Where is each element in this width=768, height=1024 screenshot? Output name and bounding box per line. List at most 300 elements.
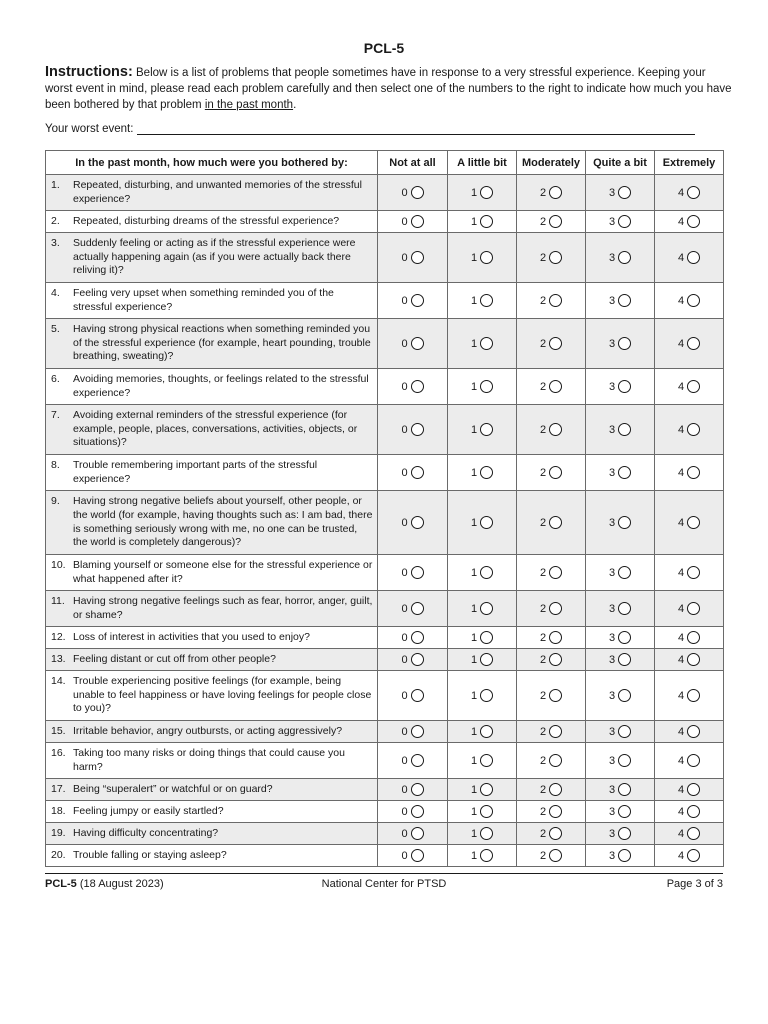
instructions-text: Below is a list of problems that people sometimes have in response to a very stressful experience. Keeping your worst event in mind, please read each problem carefully and then select one of the numbers to the right to indicate how much you have been bothered by that problem — [45, 67, 732, 111]
score-label: 2 — [539, 466, 547, 479]
response-option-extremely[interactable] — [655, 405, 724, 455]
radio-button[interactable] — [687, 337, 700, 350]
response-option-extremely[interactable] — [655, 823, 724, 845]
response-option-extremely[interactable] — [655, 211, 724, 233]
radio-button[interactable] — [618, 653, 631, 666]
radio-button[interactable] — [618, 566, 631, 579]
response-option-moderately[interactable] — [517, 175, 586, 211]
radio-button[interactable] — [411, 251, 424, 264]
radio-button[interactable] — [480, 466, 493, 479]
response-option-extremely[interactable] — [655, 649, 724, 671]
response-option-quite-a-bit[interactable] — [586, 555, 655, 591]
score-label: 4 — [677, 725, 685, 738]
response-option-quite-a-bit[interactable] — [586, 491, 655, 555]
radio-button[interactable] — [549, 186, 562, 199]
response-option-not-at-all[interactable] — [378, 233, 448, 283]
score-label: 4 — [677, 653, 685, 666]
response-option-moderately[interactable] — [517, 283, 586, 319]
score-label: 0 — [401, 566, 408, 579]
table-row — [46, 627, 724, 649]
radio-button[interactable] — [549, 566, 562, 579]
response-option-quite-a-bit[interactable] — [586, 405, 655, 455]
radio-button[interactable] — [549, 466, 562, 479]
score-label: 0 — [401, 251, 408, 264]
radio-button[interactable] — [687, 754, 700, 767]
radio-button[interactable] — [618, 186, 631, 199]
table-row — [46, 233, 724, 283]
score-label: 4 — [677, 849, 685, 862]
response-option-moderately[interactable] — [517, 319, 586, 369]
radio-button[interactable] — [687, 186, 700, 199]
response-option-extremely[interactable] — [655, 671, 724, 721]
response-option-a-little-bit[interactable] — [448, 743, 517, 779]
score-label: 0 — [401, 849, 408, 862]
response-option-extremely[interactable] — [655, 455, 724, 491]
score-label: 0 — [401, 689, 408, 702]
response-option-a-little-bit[interactable] — [448, 591, 517, 627]
score-label: 3 — [608, 215, 616, 228]
radio-button[interactable] — [618, 294, 631, 307]
score-label: 3 — [608, 466, 616, 479]
radio-button[interactable] — [549, 827, 562, 840]
score-label: 0 — [401, 805, 408, 818]
response-option-moderately[interactable] — [517, 721, 586, 743]
radio-button[interactable] — [411, 466, 424, 479]
response-option-moderately[interactable] — [517, 779, 586, 801]
radio-button[interactable] — [687, 631, 700, 644]
response-option-a-little-bit[interactable] — [448, 455, 517, 491]
radio-button[interactable] — [549, 725, 562, 738]
response-option-not-at-all[interactable] — [378, 591, 448, 627]
response-option-quite-a-bit[interactable] — [586, 455, 655, 491]
radio-button[interactable] — [549, 754, 562, 767]
radio-button[interactable] — [687, 689, 700, 702]
question-number: 8. — [51, 458, 60, 471]
response-option-a-little-bit[interactable] — [448, 175, 517, 211]
response-option-a-little-bit[interactable] — [448, 491, 517, 555]
question-content — [51, 373, 373, 400]
footer-divider — [45, 873, 723, 874]
score-label: 0 — [401, 725, 408, 738]
response-option-not-at-all[interactable] — [378, 555, 448, 591]
response-option-extremely[interactable] — [655, 233, 724, 283]
radio-button[interactable] — [411, 653, 424, 666]
response-option-extremely[interactable] — [655, 801, 724, 823]
question-cell — [46, 671, 378, 721]
question-number: 11. — [51, 594, 65, 607]
radio-button[interactable] — [411, 602, 424, 615]
score-label: 2 — [539, 653, 547, 666]
question-text: Blaming yourself or someone else for the stressful experience or what happened after it? — [73, 558, 373, 585]
score-label: 3 — [608, 516, 616, 529]
response-option-moderately[interactable] — [517, 491, 586, 555]
radio-button[interactable] — [549, 602, 562, 615]
response-option-quite-a-bit[interactable] — [586, 779, 655, 801]
score-label: 2 — [539, 689, 547, 702]
radio-button[interactable] — [618, 251, 631, 264]
radio-button[interactable] — [549, 215, 562, 228]
question-cell — [46, 491, 378, 555]
radio-button[interactable] — [549, 653, 562, 666]
radio-button[interactable] — [549, 380, 562, 393]
question-content — [51, 287, 373, 314]
question-number: 17. — [51, 782, 66, 795]
radio-button[interactable] — [411, 725, 424, 738]
radio-button[interactable] — [618, 805, 631, 818]
response-option-a-little-bit[interactable] — [448, 823, 517, 845]
response-option-extremely[interactable] — [655, 491, 724, 555]
question-number: 4. — [51, 286, 60, 299]
response-option-not-at-all[interactable] — [378, 175, 448, 211]
response-option-quite-a-bit[interactable] — [586, 211, 655, 233]
question-content — [51, 459, 373, 486]
radio-button[interactable] — [411, 754, 424, 767]
radio-button[interactable] — [618, 631, 631, 644]
radio-button[interactable] — [549, 516, 562, 529]
question-content — [51, 631, 373, 645]
response-option-moderately[interactable] — [517, 823, 586, 845]
question-content — [51, 675, 373, 716]
radio-button[interactable] — [480, 653, 493, 666]
score-label: 3 — [608, 689, 616, 702]
footer-form-name: PCL-5 — [45, 878, 77, 890]
table-row — [46, 779, 724, 801]
response-option-moderately[interactable] — [517, 591, 586, 627]
response-option-quite-a-bit[interactable] — [586, 801, 655, 823]
radio-button[interactable] — [687, 294, 700, 307]
radio-button[interactable] — [480, 423, 493, 436]
radio-button[interactable] — [480, 516, 493, 529]
question-text: Trouble falling or staying asleep? — [73, 848, 227, 861]
radio-button[interactable] — [687, 215, 700, 228]
response-option-a-little-bit[interactable] — [448, 671, 517, 721]
worst-event-row — [45, 123, 695, 135]
response-option-a-little-bit[interactable] — [448, 283, 517, 319]
question-number: 13. — [51, 652, 66, 665]
response-option-moderately[interactable] — [517, 233, 586, 283]
question-number: 6. — [51, 372, 60, 385]
option-header-extremely: Extremely — [655, 151, 724, 175]
response-option-quite-a-bit[interactable] — [586, 649, 655, 671]
response-option-not-at-all[interactable] — [378, 627, 448, 649]
radio-button[interactable] — [411, 689, 424, 702]
question-number: 9. — [51, 495, 60, 508]
response-option-moderately[interactable] — [517, 211, 586, 233]
radio-button[interactable] — [480, 294, 493, 307]
response-option-not-at-all[interactable] — [378, 743, 448, 779]
radio-button[interactable] — [687, 827, 700, 840]
radio-button[interactable] — [618, 689, 631, 702]
score-label: 4 — [677, 466, 685, 479]
question-content — [51, 595, 373, 622]
radio-button[interactable] — [480, 251, 493, 264]
response-option-not-at-all[interactable] — [378, 823, 448, 845]
radio-button[interactable] — [549, 783, 562, 796]
response-option-extremely[interactable] — [655, 591, 724, 627]
response-option-extremely[interactable] — [655, 283, 724, 319]
score-label: 1 — [470, 689, 478, 702]
radio-button[interactable] — [480, 566, 493, 579]
response-option-a-little-bit[interactable] — [448, 233, 517, 283]
response-option-not-at-all[interactable] — [378, 801, 448, 823]
response-option-a-little-bit[interactable] — [448, 721, 517, 743]
response-option-not-at-all[interactable] — [378, 845, 448, 867]
question-text: Avoiding external reminders of the stressful experience (for example, people, places, conversations, activities, objects, or situations)? — [73, 409, 358, 449]
radio-button[interactable] — [480, 805, 493, 818]
response-option-quite-a-bit[interactable] — [586, 369, 655, 405]
response-option-extremely[interactable] — [655, 627, 724, 649]
score-label: 4 — [677, 423, 685, 436]
response-option-quite-a-bit[interactable] — [586, 319, 655, 369]
radio-button[interactable] — [411, 380, 424, 393]
radio-button[interactable] — [480, 631, 493, 644]
response-option-not-at-all[interactable] — [378, 455, 448, 491]
response-option-moderately[interactable] — [517, 649, 586, 671]
response-option-extremely[interactable] — [655, 175, 724, 211]
radio-button[interactable] — [480, 380, 493, 393]
response-option-quite-a-bit[interactable] — [586, 233, 655, 283]
score-label: 1 — [470, 827, 478, 840]
radio-button[interactable] — [480, 754, 493, 767]
response-option-not-at-all[interactable] — [378, 319, 448, 369]
instructions — [45, 64, 735, 113]
radio-button[interactable] — [618, 516, 631, 529]
question-content — [51, 323, 373, 364]
response-option-quite-a-bit[interactable] — [586, 283, 655, 319]
radio-button[interactable] — [549, 294, 562, 307]
radio-button[interactable] — [687, 423, 700, 436]
response-option-not-at-all[interactable] — [378, 491, 448, 555]
radio-button[interactable] — [549, 689, 562, 702]
question-number: 16. — [51, 746, 66, 759]
response-option-not-at-all[interactable] — [378, 283, 448, 319]
question-cell — [46, 845, 378, 867]
score-label: 1 — [470, 423, 478, 436]
response-option-moderately[interactable] — [517, 369, 586, 405]
response-option-quite-a-bit[interactable] — [586, 823, 655, 845]
radio-button[interactable] — [480, 827, 493, 840]
score-label: 0 — [401, 423, 408, 436]
table-row — [46, 555, 724, 591]
score-label: 3 — [608, 725, 616, 738]
radio-button[interactable] — [618, 602, 631, 615]
response-option-extremely[interactable] — [655, 555, 724, 591]
radio-button[interactable] — [687, 653, 700, 666]
score-label: 2 — [539, 754, 547, 767]
response-option-extremely[interactable] — [655, 319, 724, 369]
response-option-moderately[interactable] — [517, 801, 586, 823]
radio-button[interactable] — [687, 805, 700, 818]
radio-button[interactable] — [549, 805, 562, 818]
response-option-moderately[interactable] — [517, 627, 586, 649]
response-option-extremely[interactable] — [655, 369, 724, 405]
response-option-quite-a-bit[interactable] — [586, 175, 655, 211]
table-header-row — [46, 151, 724, 175]
radio-button[interactable] — [687, 516, 700, 529]
response-option-not-at-all[interactable] — [378, 649, 448, 671]
question-text: Irritable behavior, angry outbursts, or acting aggressively? — [73, 724, 343, 737]
response-option-moderately[interactable] — [517, 455, 586, 491]
radio-button[interactable] — [480, 689, 493, 702]
radio-button[interactable] — [411, 186, 424, 199]
question-cell — [46, 233, 378, 283]
score-label: 0 — [401, 337, 408, 350]
radio-button[interactable] — [618, 215, 631, 228]
radio-button[interactable] — [549, 337, 562, 350]
response-option-not-at-all[interactable] — [378, 671, 448, 721]
radio-button[interactable] — [411, 215, 424, 228]
question-number: 14. — [51, 675, 66, 688]
radio-button[interactable] — [411, 423, 424, 436]
score-label: 1 — [470, 754, 478, 767]
response-option-extremely[interactable] — [655, 845, 724, 867]
option-header-a-little-bit: A little bit — [448, 151, 517, 175]
radio-button[interactable] — [411, 783, 424, 796]
score-label: 1 — [470, 186, 478, 199]
radio-button[interactable] — [480, 215, 493, 228]
radio-button[interactable] — [480, 849, 493, 862]
radio-button[interactable] — [480, 725, 493, 738]
radio-button[interactable] — [411, 631, 424, 644]
radio-button[interactable] — [411, 849, 424, 862]
table-row — [46, 491, 724, 555]
score-label: 2 — [539, 251, 547, 264]
score-label: 2 — [539, 186, 547, 199]
radio-button[interactable] — [687, 725, 700, 738]
response-option-not-at-all[interactable] — [378, 405, 448, 455]
radio-button[interactable] — [618, 466, 631, 479]
table-row — [46, 649, 724, 671]
response-option-quite-a-bit[interactable] — [586, 721, 655, 743]
question-number: 3. — [51, 237, 60, 250]
response-option-moderately[interactable] — [517, 555, 586, 591]
worst-event-field[interactable] — [137, 123, 695, 135]
score-label: 2 — [539, 631, 547, 644]
score-label: 4 — [677, 251, 685, 264]
question-number: 18. — [51, 804, 66, 817]
radio-button[interactable] — [687, 251, 700, 264]
response-option-extremely[interactable] — [655, 779, 724, 801]
score-label: 0 — [401, 215, 408, 228]
radio-button[interactable] — [411, 566, 424, 579]
score-label: 4 — [677, 380, 685, 393]
radio-button[interactable] — [687, 380, 700, 393]
question-content — [51, 179, 373, 206]
radio-button[interactable] — [618, 423, 631, 436]
response-option-quite-a-bit[interactable] — [586, 845, 655, 867]
radio-button[interactable] — [480, 337, 493, 350]
score-label: 2 — [539, 294, 547, 307]
score-label: 2 — [539, 423, 547, 436]
radio-button[interactable] — [687, 849, 700, 862]
response-option-extremely[interactable] — [655, 721, 724, 743]
response-option-not-at-all[interactable] — [378, 779, 448, 801]
radio-button[interactable] — [618, 754, 631, 767]
question-cell — [46, 319, 378, 369]
radio-button[interactable] — [618, 380, 631, 393]
radio-button[interactable] — [411, 337, 424, 350]
radio-button[interactable] — [687, 783, 700, 796]
response-option-a-little-bit[interactable] — [448, 405, 517, 455]
question-cell — [46, 405, 378, 455]
radio-button[interactable] — [411, 516, 424, 529]
score-label: 3 — [608, 566, 616, 579]
radio-button[interactable] — [618, 783, 631, 796]
question-text: Repeated, disturbing, and unwanted memories of the stressful experience? — [73, 178, 362, 205]
response-option-not-at-all[interactable] — [378, 369, 448, 405]
response-option-a-little-bit[interactable] — [448, 801, 517, 823]
question-content — [51, 747, 373, 774]
radio-button[interactable] — [480, 783, 493, 796]
response-option-a-little-bit[interactable] — [448, 649, 517, 671]
radio-button[interactable] — [411, 294, 424, 307]
radio-button[interactable] — [618, 337, 631, 350]
question-text: Repeated, disturbing dreams of the stressful experience? — [73, 214, 340, 227]
score-label: 2 — [539, 725, 547, 738]
response-option-extremely[interactable] — [655, 743, 724, 779]
response-option-moderately[interactable] — [517, 405, 586, 455]
question-cell — [46, 779, 378, 801]
radio-button[interactable] — [549, 631, 562, 644]
radio-button[interactable] — [618, 725, 631, 738]
response-option-quite-a-bit[interactable] — [586, 743, 655, 779]
radio-button[interactable] — [687, 466, 700, 479]
response-option-not-at-all[interactable] — [378, 721, 448, 743]
question-cell — [46, 649, 378, 671]
radio-button[interactable] — [549, 849, 562, 862]
response-option-a-little-bit[interactable] — [448, 627, 517, 649]
footer-center: National Center for PTSD — [321, 878, 447, 890]
radio-button[interactable] — [687, 566, 700, 579]
radio-button[interactable] — [687, 602, 700, 615]
instructions-end: . — [293, 99, 297, 111]
response-option-a-little-bit[interactable] — [448, 319, 517, 369]
response-option-moderately[interactable] — [517, 743, 586, 779]
question-text: Avoiding memories, thoughts, or feelings related to the stressful experience? — [73, 372, 369, 399]
response-option-a-little-bit[interactable] — [448, 369, 517, 405]
score-label: 4 — [677, 689, 685, 702]
response-option-not-at-all[interactable] — [378, 211, 448, 233]
radio-button[interactable] — [411, 827, 424, 840]
table-row — [46, 591, 724, 627]
radio-button[interactable] — [549, 423, 562, 436]
response-option-a-little-bit[interactable] — [448, 211, 517, 233]
question-content — [51, 409, 373, 450]
response-option-moderately[interactable] — [517, 671, 586, 721]
radio-button[interactable] — [480, 602, 493, 615]
table-row — [46, 283, 724, 319]
question-column-header: In the past month, how much were you bothered by: — [46, 151, 378, 175]
score-label: 3 — [608, 805, 616, 818]
score-label: 1 — [470, 566, 478, 579]
radio-button[interactable] — [618, 827, 631, 840]
radio-button[interactable] — [480, 186, 493, 199]
radio-button[interactable] — [618, 849, 631, 862]
response-option-quite-a-bit[interactable] — [586, 671, 655, 721]
question-cell — [46, 283, 378, 319]
radio-button[interactable] — [411, 805, 424, 818]
response-option-a-little-bit[interactable] — [448, 555, 517, 591]
page-footer — [45, 878, 723, 890]
response-option-moderately[interactable] — [517, 845, 586, 867]
response-option-a-little-bit[interactable] — [448, 845, 517, 867]
response-option-quite-a-bit[interactable] — [586, 591, 655, 627]
question-text: Taking too many risks or doing things that could cause you harm? — [73, 746, 345, 773]
response-option-quite-a-bit[interactable] — [586, 627, 655, 649]
radio-button[interactable] — [549, 251, 562, 264]
response-option-a-little-bit[interactable] — [448, 779, 517, 801]
score-label: 3 — [608, 337, 616, 350]
